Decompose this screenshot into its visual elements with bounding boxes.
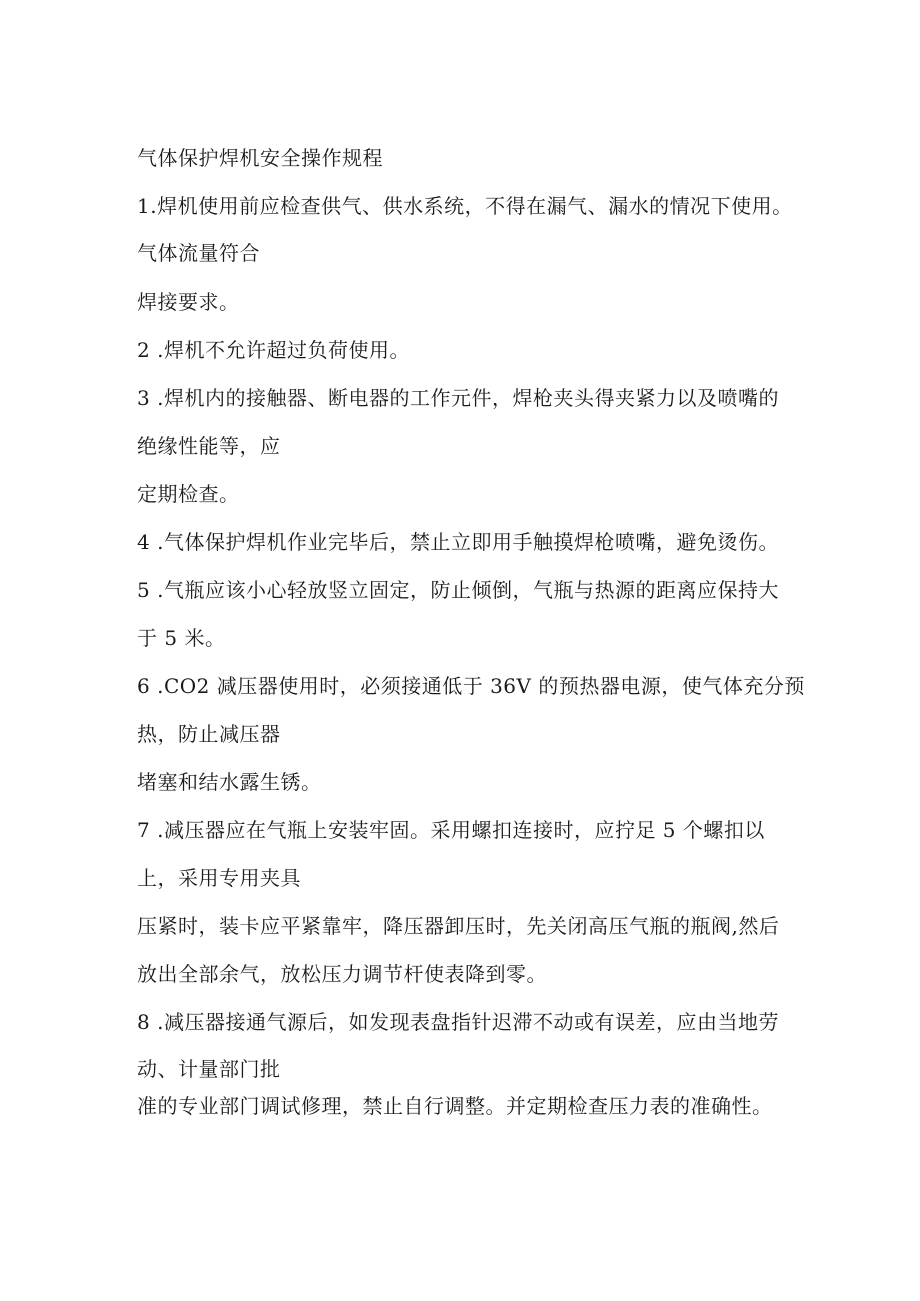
text-line: 1.焊机使用前应检查供气、供水系统，不得在漏气、漏水的情况下使用。 (137, 194, 793, 218)
text-line: 8 .减压器接通气源后，如发现表盘指针迟滞不动或有误差，应由当地劳 (137, 1010, 779, 1034)
text-line: 热，防止减压器 (137, 722, 281, 746)
text-line: 2 .焊机不允许超过负荷使用。 (137, 338, 410, 362)
text-line: 动、计量部门批 (137, 1057, 281, 1081)
text-line: 准的专业部门调试修理，禁止自行调整。并定期检查压力表的准确性。 (137, 1094, 773, 1118)
document-title: 气体保护焊机安全操作规程 (137, 146, 383, 170)
text-line: 4 .气体保护焊机作业完毕后，禁止立即用手触摸焊枪喷嘴，避免烫伤。 (137, 530, 779, 554)
text-line: 定期检查。 (137, 482, 240, 506)
text-line: 5 .气瓶应该小心轻放竖立固定，防止倾倒，气瓶与热源的距离应保持大 (137, 578, 779, 602)
text-line: 放出全部余气，放松压力调节杆使表降到零。 (137, 962, 547, 986)
text-line: 6 .CO2 减压器使用时，必须接通低于 36V 的预热器电源，使气体充分预 (137, 674, 805, 698)
text-line: 堵塞和结水露生锈。 (137, 770, 322, 794)
text-line: 于 5 米。 (137, 626, 226, 650)
text-line: 绝缘性能等，应 (137, 434, 281, 458)
text-line: 7 .减压器应在气瓶上安装牢固。采用螺扣连接时，应拧足 5 个螺扣以 (137, 818, 765, 842)
text-line: 焊接要求。 (137, 290, 240, 314)
text-line: 上，采用专用夹具 (137, 866, 301, 890)
text-line: 压紧时，装卡应平紧靠牢，降压器卸压时，先关闭高压气瓶的瓶阀,然后 (137, 914, 780, 938)
text-line: 3 .焊机内的接触器、断电器的工作元件，焊枪夹头得夹紧力以及喷嘴的 (137, 386, 779, 410)
text-line: 气体流量符合 (137, 241, 260, 265)
